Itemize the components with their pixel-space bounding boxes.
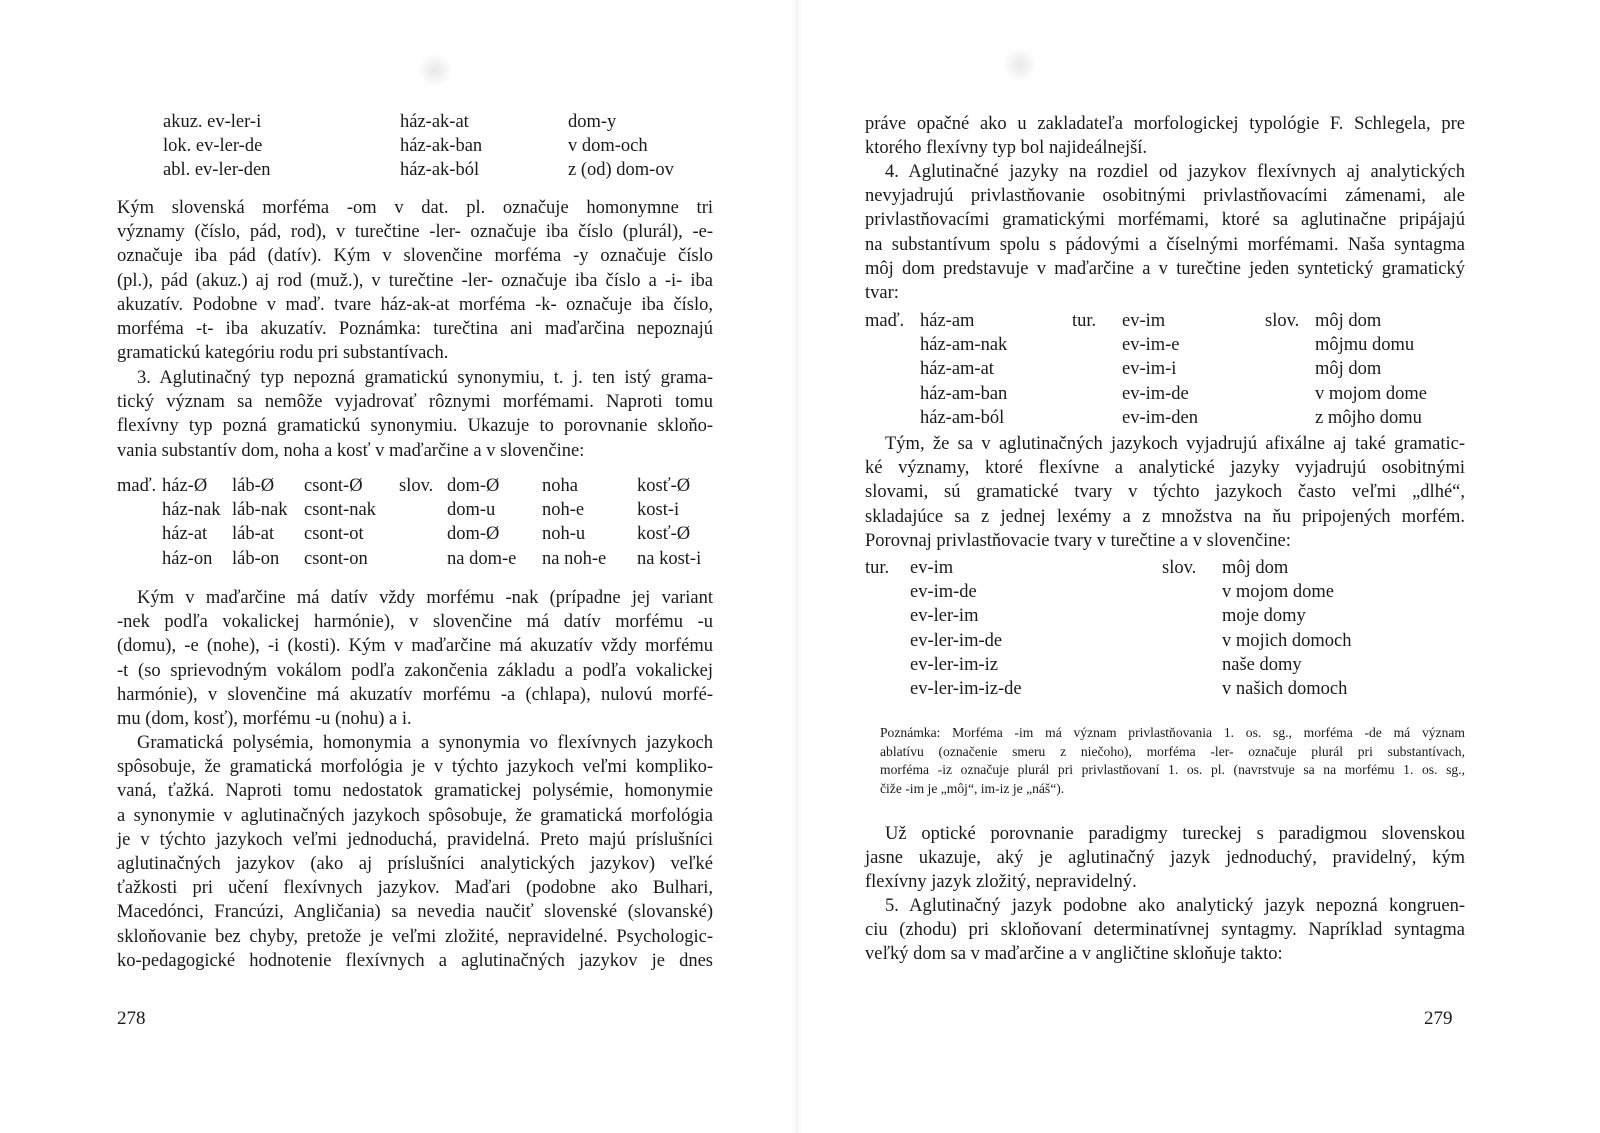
language-label: tur. xyxy=(1072,311,1097,331)
text-line: Už optické porovnanie paradigmy tureckej s paradigmou slovenskou xyxy=(885,824,1465,844)
table-cell: láb-on xyxy=(232,548,280,569)
paragraph xyxy=(865,822,1465,895)
table-cell: ház-ak-ból xyxy=(400,160,480,181)
table-cell: ev-im-den xyxy=(1122,407,1199,428)
table-cell: ház-am-nak xyxy=(920,335,1008,356)
paragraph xyxy=(117,586,713,731)
left-page xyxy=(0,0,790,1133)
text-line: ciu (zhodu) pri skloňovaní determinatívnej syntagmy. Napríklad syntagma xyxy=(865,920,1465,941)
page-number: 279 xyxy=(1424,1008,1453,1029)
table-cell: noh-u xyxy=(542,524,586,545)
table-cell: dom-Ø xyxy=(447,476,500,496)
scan-smudge xyxy=(1000,50,1040,80)
table-cell: môj dom xyxy=(1315,359,1382,380)
hungarian-lab-column xyxy=(232,474,287,571)
table-cell: ev-im-e xyxy=(1122,335,1180,356)
possessive-declension-table xyxy=(865,309,1465,431)
table-cell: noh-e xyxy=(542,500,585,521)
table-cell: ev-ler-im-iz-de xyxy=(910,679,1022,700)
language-label: tur. xyxy=(865,558,890,578)
table-cell: ház-am-at xyxy=(920,359,994,380)
language-label: slov. xyxy=(1162,558,1197,578)
table-cell: ház-ak-ban xyxy=(400,136,483,157)
text-line: nevyjadrujú privlastňovanie osobitnými privlastňovacími zámenami, ale xyxy=(865,186,1465,207)
table-cell: ház-am-ban xyxy=(920,383,1008,404)
scan-smudge xyxy=(415,55,455,85)
table-cell: v mojom dome xyxy=(1315,383,1428,404)
table-cell: ház-ak-at xyxy=(400,112,469,132)
text-line: mu (dom, kosť), morfému -u (nohu) a i. xyxy=(117,709,412,730)
table-cell: ev-ler-im-de xyxy=(910,630,1003,651)
table-cell: v mojich domoch xyxy=(1222,630,1352,651)
language-label: maď. xyxy=(865,311,905,331)
hungarian-slovak-noun-declension-table xyxy=(117,474,717,574)
text-line: môj dom predstavuje v maďarčine a v turečtine jeden syntetický gramatický xyxy=(865,258,1465,279)
table-cell: dom-Ø xyxy=(447,524,500,545)
table-cell: na noh-e xyxy=(542,548,607,569)
table-cell: z môjho domu xyxy=(1315,407,1422,428)
text-line: Kým slovenská morféma -om v dat. pl. označuje homonymne tri xyxy=(117,198,713,218)
table-cell: môj dom xyxy=(1222,558,1289,578)
right-page xyxy=(800,0,1600,1133)
text-line: tvar: xyxy=(865,283,899,304)
text-line: slovami, sú gramatické tvary v týchto jazykoch často veľmi „dlhé“, xyxy=(865,482,1465,503)
table-cell: ház-nak xyxy=(162,500,221,521)
footnote xyxy=(880,724,1465,798)
table-cell: ház-am-ból xyxy=(920,407,1005,428)
table-cell: ev-im xyxy=(1122,311,1166,331)
table-cell: kosť-Ø xyxy=(637,524,691,545)
text-line: morféma -iz označuje plurál pri privlastňovaní 1. os. pl. (navrstvuje sa na morfému 1. os. sg., xyxy=(880,762,1465,778)
slovak-column xyxy=(1315,309,1427,430)
table-cell: ev-ler-im-iz xyxy=(910,654,998,675)
text-line: čiže -im je „môj“, im-iz je „náš“). xyxy=(880,780,1065,796)
slovak-column xyxy=(1222,556,1351,701)
paragraph xyxy=(117,196,713,365)
text-line: (domu), -e (nohe), -i (kosti). Kým v maďarčine má akuzatív vždy morfému xyxy=(117,636,713,657)
text-line: a synonymie v aglutinačných jazykoch spôsobuje, že gramatická morfológia xyxy=(117,805,713,826)
text-line: skloňovanie bez chyby, pretože je veľmi zložité, nepravidelné. Psychologic- xyxy=(117,926,713,947)
language-label: slov. xyxy=(399,476,434,496)
turkish-column xyxy=(1122,309,1198,430)
table-cell: csont-Ø xyxy=(304,476,363,496)
table-cell: v našich domoch xyxy=(1222,679,1348,700)
text-line: 5. Aglutinačný jazyk podobne ako analytický jazyk nepozná kongruen- xyxy=(885,896,1465,916)
table-cell: ház-on xyxy=(162,548,213,569)
table-cell: ház-Ø xyxy=(162,476,208,496)
text-line: Gramatická polysémia, homonymia a synonymia vo flexívnych jazykoch xyxy=(137,733,713,753)
table-cell: láb-Ø xyxy=(232,476,275,496)
table-cell: môj dom xyxy=(1315,311,1382,331)
turkish-hungarian-slovak-declension-table xyxy=(163,110,723,185)
table-cell: láb-at xyxy=(232,524,275,545)
language-label: maď. xyxy=(117,476,157,496)
paragraph xyxy=(117,731,713,973)
paragraph xyxy=(865,112,1465,160)
text-line: vania substantív dom, noha a kosť v maďarčine a v slovenčine: xyxy=(117,440,585,461)
page-number: 278 xyxy=(117,1008,146,1029)
table-cell: abl. ev-ler-den xyxy=(163,160,271,181)
table-cell: na dom-e xyxy=(447,548,517,569)
text-line: na substantívum spolu s pádovými a číselnými morfémami. Naša syntagma xyxy=(865,234,1465,255)
text-line: ko-pedagogické hodnotenie flexívnych a aglutinačných jazykov je dnes xyxy=(117,950,713,971)
text-line: 4. Aglutinačné jazyky na rozdiel od jazykov flexívnych aj analytických xyxy=(885,162,1465,182)
text-line: spôsobuje, že gramatická morfológia je v týchto jazykoch veľmi kompliko- xyxy=(117,757,713,778)
table-cell: ház-at xyxy=(162,524,208,545)
slovak-kost-column xyxy=(637,474,701,571)
table-cell: ev-im-de xyxy=(910,582,977,603)
hungarian-column xyxy=(400,110,482,183)
slovak-dom-column xyxy=(447,474,516,571)
text-line: morféma -t- iba akuzatív. Poznámka: turečtina ani maďarčina nepoznajú xyxy=(117,319,713,340)
text-line: Porovnaj privlastňovacie tvary v turečtine a v slovenčine: xyxy=(865,530,1291,551)
turkish-slovak-possessive-table xyxy=(865,556,1465,702)
text-line: -nek podľa vokalickej harmónie), v slovenčine má datív morfému -u xyxy=(117,612,713,633)
table-cell: na kost-i xyxy=(637,548,702,569)
table-cell: dom-u xyxy=(447,500,496,521)
turkish-column xyxy=(163,110,271,183)
hungarian-csont-column xyxy=(304,474,376,571)
language-label: slov. xyxy=(1265,311,1300,331)
text-line: Kým v maďarčine má datív vždy morfému -nak (prípadne jej variant xyxy=(137,588,713,608)
table-cell: noha xyxy=(542,476,578,496)
text-line: je v týchto jazykoch veľmi jednoduchá, pravidelná. Preto majú príslušníci xyxy=(117,829,713,850)
text-line: vaná, ťažká. Naproti tomu nedostatok gramatickej polysémie, homonymie xyxy=(117,781,713,802)
text-line: 3. Aglutinačný typ nepozná gramatickú synonymiu, t. j. ten istý grama- xyxy=(137,368,713,388)
table-cell: naše domy xyxy=(1222,654,1302,675)
table-cell: lok. ev-ler-de xyxy=(163,136,263,157)
text-line: ktorého flexívny typ bol najideálnejší. xyxy=(865,138,1148,159)
text-line: aglutinačných jazykov (ako aj príslušníci analytických jazykov) veľké xyxy=(117,854,713,875)
text-line: Poznámka: Morféma -im má význam privlastňovania 1. os. sg., morféma -de má význam xyxy=(880,725,1465,740)
table-cell: dom-y xyxy=(568,112,617,132)
paragraph xyxy=(865,160,1465,305)
table-cell: z (od) dom-ov xyxy=(568,160,674,181)
text-line: práve opačné ako u zakladateľa morfologickej typológie F. Schlegela, pre xyxy=(865,114,1465,134)
text-line: flexívny jazyk zložitý, nepravidelný. xyxy=(865,872,1137,893)
text-line: harmónie), v slovenčine má akuzatív morfému -a (chlapa), nulovú morfé- xyxy=(117,684,713,705)
text-line: jasne ukazuje, aký je aglutinačný jazyk jednoduchý, pravidelný, kým xyxy=(865,848,1465,869)
hungarian-haz-column xyxy=(162,474,221,571)
table-cell: láb-nak xyxy=(232,500,288,521)
table-cell: csont-on xyxy=(304,548,368,569)
text-line: Tým, že sa v aglutinačných jazykoch vyjadrujú afixálne aj také gramatic- xyxy=(885,434,1465,454)
hungarian-column xyxy=(920,309,1007,430)
paragraph xyxy=(117,366,713,463)
slovak-column xyxy=(568,110,674,183)
table-cell: moje domy xyxy=(1222,606,1306,627)
paragraph xyxy=(865,894,1465,967)
table-cell: môjmu domu xyxy=(1315,335,1415,356)
text-line: (pl.), pád (akuz.) aj rod (muž.), v turečtine -ler- označuje iba číslo a -i- iba xyxy=(117,270,713,291)
text-line: privlastňovacími gramatickými morfémami, ktoré sa aglutinačne pripájajú xyxy=(865,210,1465,231)
table-cell: ev-ler-im xyxy=(910,606,979,627)
text-line: označuje iba pád (datív). Kým v slovenčine morféma -y označuje číslo xyxy=(117,246,713,267)
text-line: tický význam sa nemôže vyjadrovať rôznymi morfémami. Naproti tomu xyxy=(117,392,713,413)
turkish-column xyxy=(910,556,1022,701)
paragraph xyxy=(865,432,1465,553)
table-cell: kost-i xyxy=(637,500,680,521)
table-cell: kosť-Ø xyxy=(637,476,691,496)
text-line: Macedónci, Francúzi, Angličania) sa nevedia naučiť slovenské (slovanské) xyxy=(117,902,713,923)
text-line: flexívny typ pozná gramatickú synonymiu. Ukazuje to porovnanie skloňo- xyxy=(117,416,713,437)
table-cell: csont-ot xyxy=(304,524,364,545)
text-line: akuzatív. Podobne v maď. tvare ház-ak-at morféma -k- označuje iba číslo, xyxy=(117,294,713,315)
slovak-noha-column xyxy=(542,474,606,571)
table-cell: v mojom dome xyxy=(1222,582,1335,603)
text-line: ablatívu (označenie smeru z niečoho), morféma -ler- označuje plurál pri substantívach, xyxy=(880,743,1465,759)
table-cell: ház-am xyxy=(920,311,975,331)
table-cell: v dom-och xyxy=(568,136,648,157)
table-cell: ev-im-de xyxy=(1122,383,1189,404)
table-cell: ev-im-i xyxy=(1122,359,1177,380)
text-line: skladajúce sa z jednej lexémy a z množstva na ňu pripojených morfém. xyxy=(865,506,1465,527)
table-cell: akuz. ev-ler-i xyxy=(163,112,262,132)
text-line: -t (so sprievodným vokálom podľa zakončenia základu a podľa vokalickej xyxy=(117,660,713,681)
text-line: ťažkosti pri učení flexívnych jazykov. Maďari (podobne ako Bulhari, xyxy=(117,878,713,899)
text-line: veľký dom sa v maďarčine a v angličtine skloňuje takto: xyxy=(865,944,1283,965)
table-cell: csont-nak xyxy=(304,500,376,521)
text-line: ké významy, ktoré flexívne a analytické jazyky vyjadrujú osobitnými xyxy=(865,458,1465,479)
table-cell: ev-im xyxy=(910,558,954,578)
text-line: významy (číslo, pád, rod), v turečtine -ler- označuje iba číslo (plurál), -e- xyxy=(117,222,713,243)
text-line: gramatickú kategóriu rodu pri substantívach. xyxy=(117,343,449,364)
